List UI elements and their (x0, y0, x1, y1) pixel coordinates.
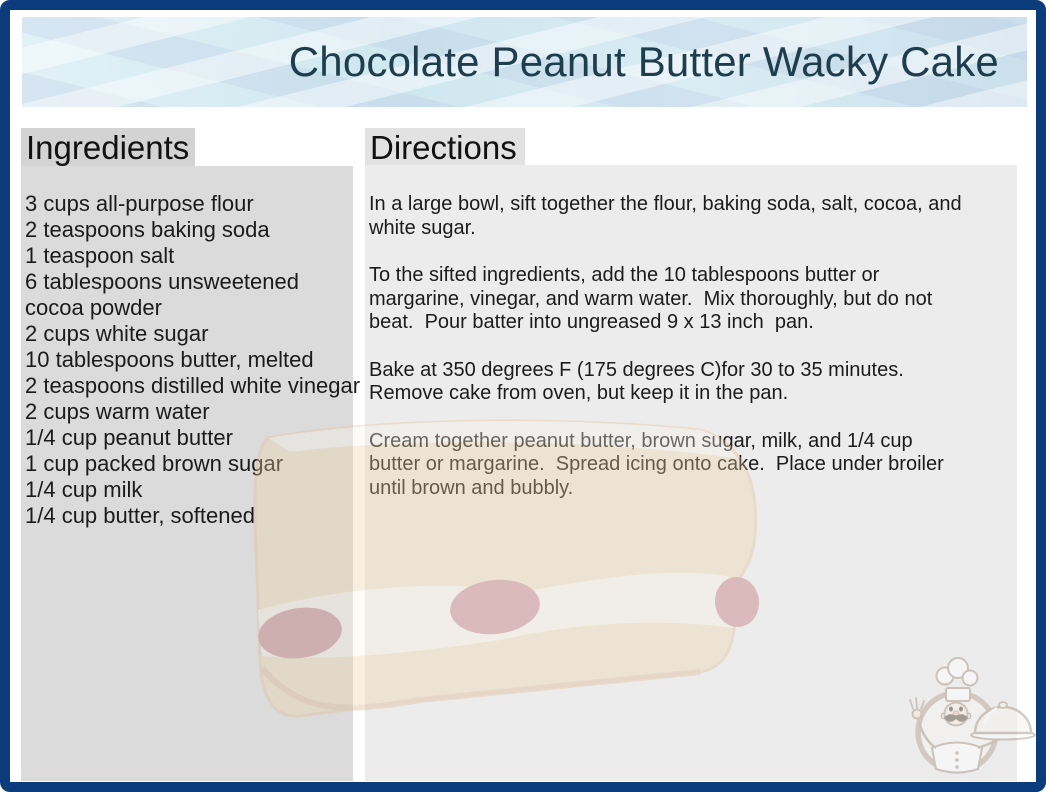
page-title: Chocolate Peanut Butter Wacky Cake (288, 38, 999, 85)
text-line: Bake at 350 degrees F (175 degrees C)for 30 to 35 minutes. (369, 358, 904, 381)
ingredient-line: 6 tablespoons unsweetened (25, 269, 299, 294)
ingredient-line: cocoa powder (25, 295, 162, 320)
ingredient-line: 3 cups all-purpose flour (25, 191, 254, 216)
ingredient-line: 1/4 cup milk (25, 477, 143, 502)
ingredient-line: 1/4 cup butter, softened (25, 503, 255, 528)
text-line: butter or margarine. Spread icing onto cake. Place under broiler (369, 453, 944, 475)
directions-heading-box (365, 128, 525, 165)
directions-text (365, 165, 1017, 500)
text-line: white sugar. (369, 216, 476, 239)
directions-paragraph (369, 193, 1013, 240)
text-line: To the sifted ingredients, add the 10 tablespoons butter or (369, 264, 880, 286)
text-line: until brown and bubbly. (369, 476, 574, 499)
text-line: beat. Pour batter into ungreased 9 x 13 inch pan. (369, 311, 814, 333)
directions-paragraph (369, 359, 1013, 406)
text-line: Remove cake from oven, but keep it in the pan. (369, 382, 789, 404)
directions-paragraph (369, 430, 1013, 501)
ingredients-panel (21, 166, 361, 781)
ingredient-line: 2 teaspoons distilled white vinegar (25, 373, 361, 398)
ingredient-line: 1 teaspoon salt (25, 243, 175, 268)
ingredients-list (21, 166, 361, 529)
ingredient-line: 1 cup packed brown sugar (25, 451, 284, 476)
directions-heading: Directions (370, 129, 517, 166)
directions-paragraph (369, 264, 1013, 335)
text-line: margarine, vinegar, and warm water. Mix thoroughly, but do not (369, 287, 933, 310)
directions-panel (365, 165, 1017, 781)
ingredient-line: 2 cups white sugar (25, 321, 209, 346)
header-banner (22, 17, 1027, 107)
text-line: Cream together peanut butter, brown sugar, milk, and 1/4 cup (369, 429, 913, 452)
ingredient-line: 10 tablespoons butter, melted (25, 347, 314, 372)
ingredients-heading-box (21, 128, 195, 166)
ingredient-line: 2 teaspoons baking soda (25, 217, 270, 242)
ingredient-line: 2 cups warm water (25, 399, 210, 424)
ingredients-heading: Ingredients (26, 129, 190, 166)
ingredient-line: 1/4 cup peanut butter (25, 425, 233, 450)
text-line: In a large bowl, sift together the flour, baking soda, salt, cocoa, and (369, 193, 962, 215)
